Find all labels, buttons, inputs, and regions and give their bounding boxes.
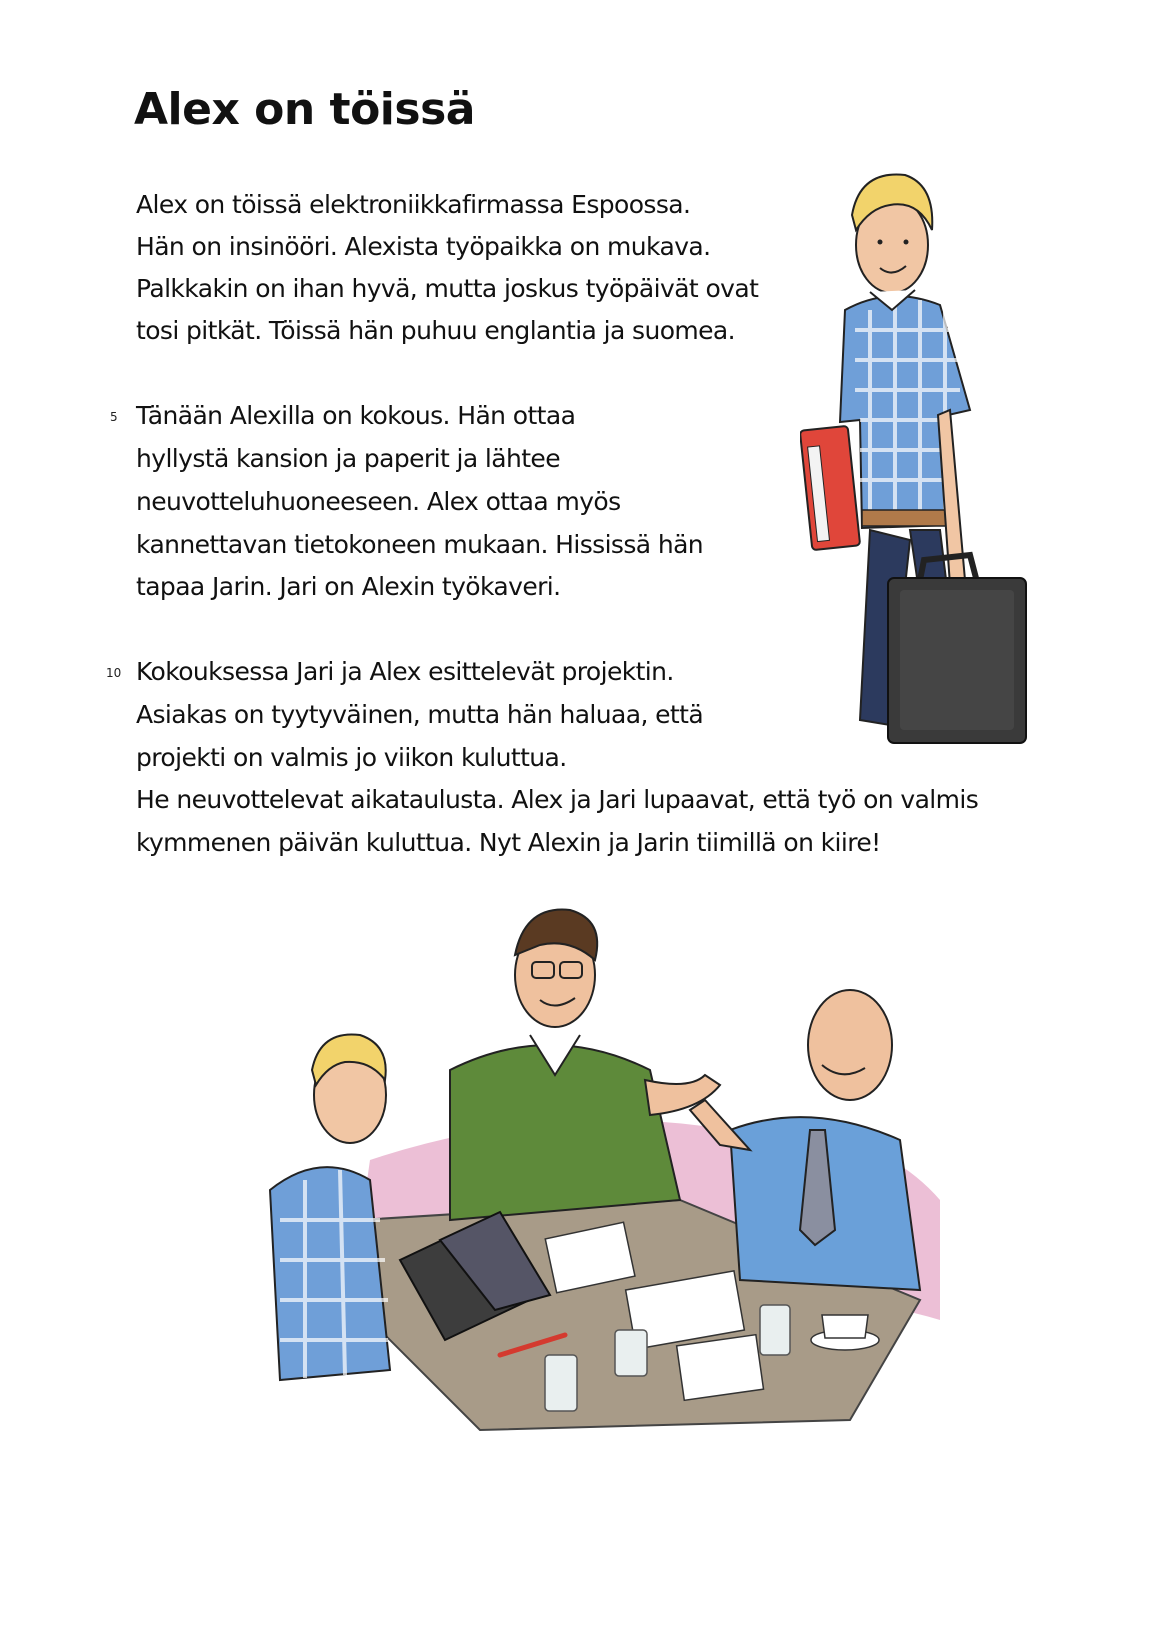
text-line: Alex on töissä elektroniikkafirmassa Espoossa. <box>136 190 691 219</box>
text-line: tapaa Jarin. Jari on Alexin työkaveri. <box>136 572 561 601</box>
checked-shirt <box>270 1167 390 1380</box>
text-line: kannettavan tietokoneen mukaan. Hississä hän <box>136 530 704 559</box>
text-line: Palkkakin on ihan hyvä, mutta joskus työpäivät ovat <box>136 274 759 303</box>
page-title: Alex on töissä <box>134 84 475 135</box>
text-line: neuvotteluhuoneeseen. Alex ottaa myös <box>136 487 621 516</box>
standing-man-illustration <box>800 160 1040 760</box>
text-line: Kokouksessa Jari ja Alex esittelevät projektin. <box>136 657 674 686</box>
text-line: Hän on insinööri. Alexista työpaikka on mukava. <box>136 232 711 261</box>
water-glass <box>760 1305 790 1355</box>
line-number: 5 <box>110 410 118 424</box>
text-line: He neuvottelevat aikataulusta. Alex ja Jari lupaavat, että työ on valmis <box>136 785 979 814</box>
water-glass <box>545 1355 577 1411</box>
text-line: Asiakas on tyytyväinen, mutta hän haluaa, että <box>136 700 704 729</box>
text-line: kymmenen päivän kuluttua. Nyt Alexin ja Jarin tiimillä on kiire! <box>136 828 881 857</box>
text-line: tosi pitkät. Töissä hän puhuu englantia ja suomea. <box>136 316 735 345</box>
paper <box>677 1335 764 1401</box>
line-number: 10 <box>106 666 122 680</box>
green-sweater <box>450 1045 680 1220</box>
meeting-illustration <box>250 900 950 1460</box>
text-line: Tänään Alexilla on kokous. Hän ottaa <box>136 401 576 430</box>
text-line: projekti on valmis jo viikon kuluttua. <box>136 743 567 772</box>
text-line: hyllystä kansion ja paperit ja lähtee <box>136 444 560 473</box>
water-glass <box>615 1330 647 1376</box>
red-folder <box>800 426 860 550</box>
